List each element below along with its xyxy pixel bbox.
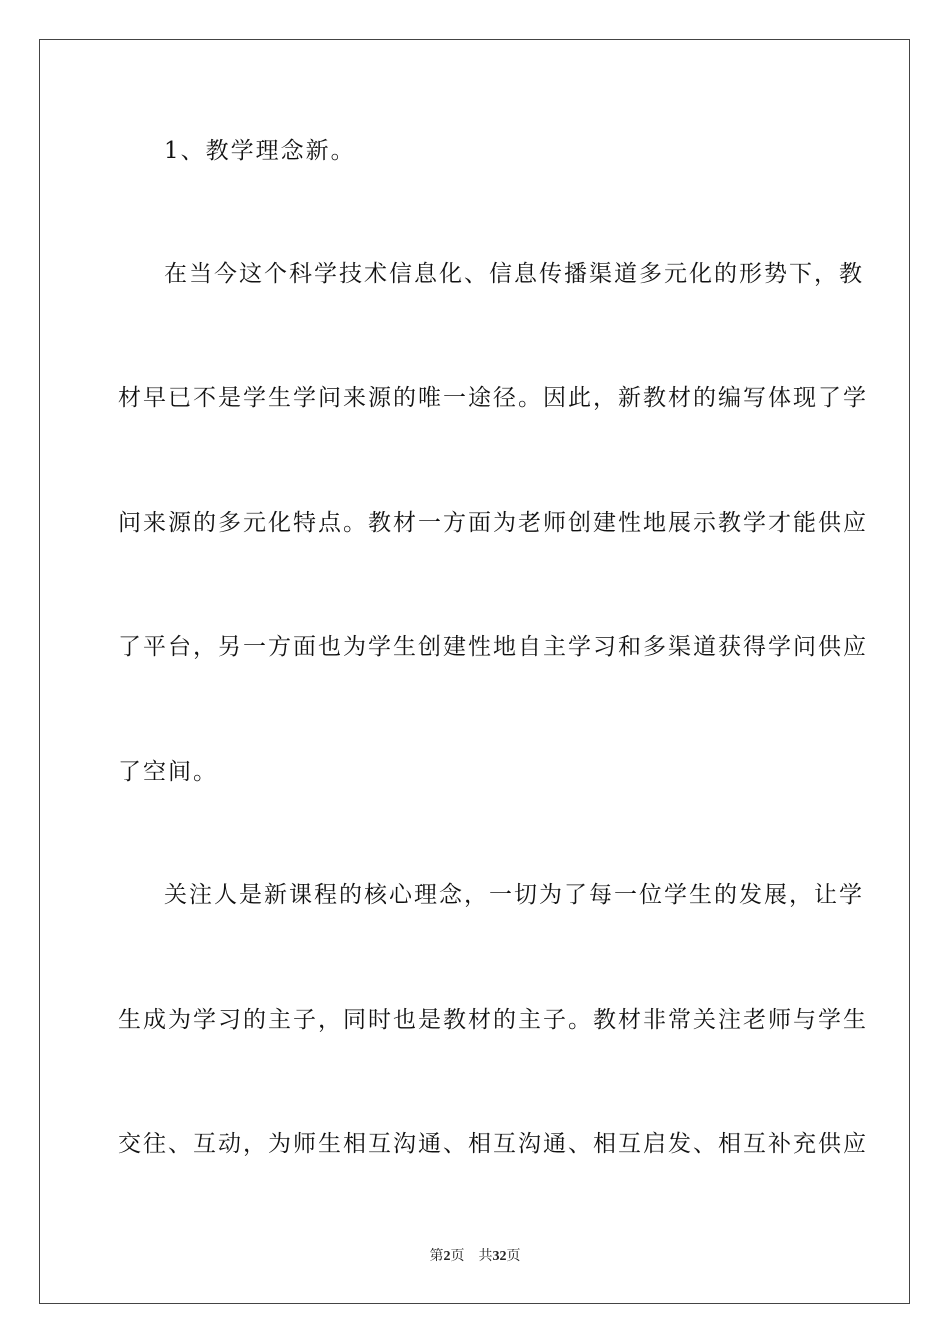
footer-page-number: 2 — [443, 1249, 451, 1264]
paragraph-line: 交往、互动，为师生相互沟通、相互沟通、相互启发、相互补充供应 — [118, 1131, 868, 1157]
footer-page-suffix: 页 — [450, 1248, 465, 1264]
paragraph-line: 了空间。 — [118, 759, 218, 785]
page-footer — [0, 1246, 950, 1267]
paragraph-line: 问来源的多元化特点。教材一方面为老师创建性地展示教学才能供应 — [118, 510, 868, 536]
paragraph-line: 关注人是新课程的核心理念，一切为了每一位学生的发展，让学 — [164, 882, 864, 908]
paragraph-line: 材早已不是学生学问来源的唯一途径。因此，新教材的编写体现了学 — [118, 385, 868, 411]
paragraph-line: 生成为学习的主子，同时也是教材的主子。教材非常关注老师与学生 — [118, 1007, 868, 1033]
footer-total-suffix: 页 — [506, 1248, 521, 1264]
footer-total-pages: 32 — [492, 1249, 507, 1264]
heading-item-1: 1、教学理念新。 — [164, 138, 356, 164]
footer-total-prefix: 共 — [478, 1248, 493, 1264]
paragraph-line: 在当今这个科学技术信息化、信息传播渠道多元化的形势下，教 — [164, 261, 864, 287]
footer-page-prefix: 第 — [429, 1248, 444, 1264]
page-border — [39, 39, 910, 1304]
paragraph-line: 了平台，另一方面也为学生创建性地自主学习和多渠道获得学问供应 — [118, 634, 868, 660]
